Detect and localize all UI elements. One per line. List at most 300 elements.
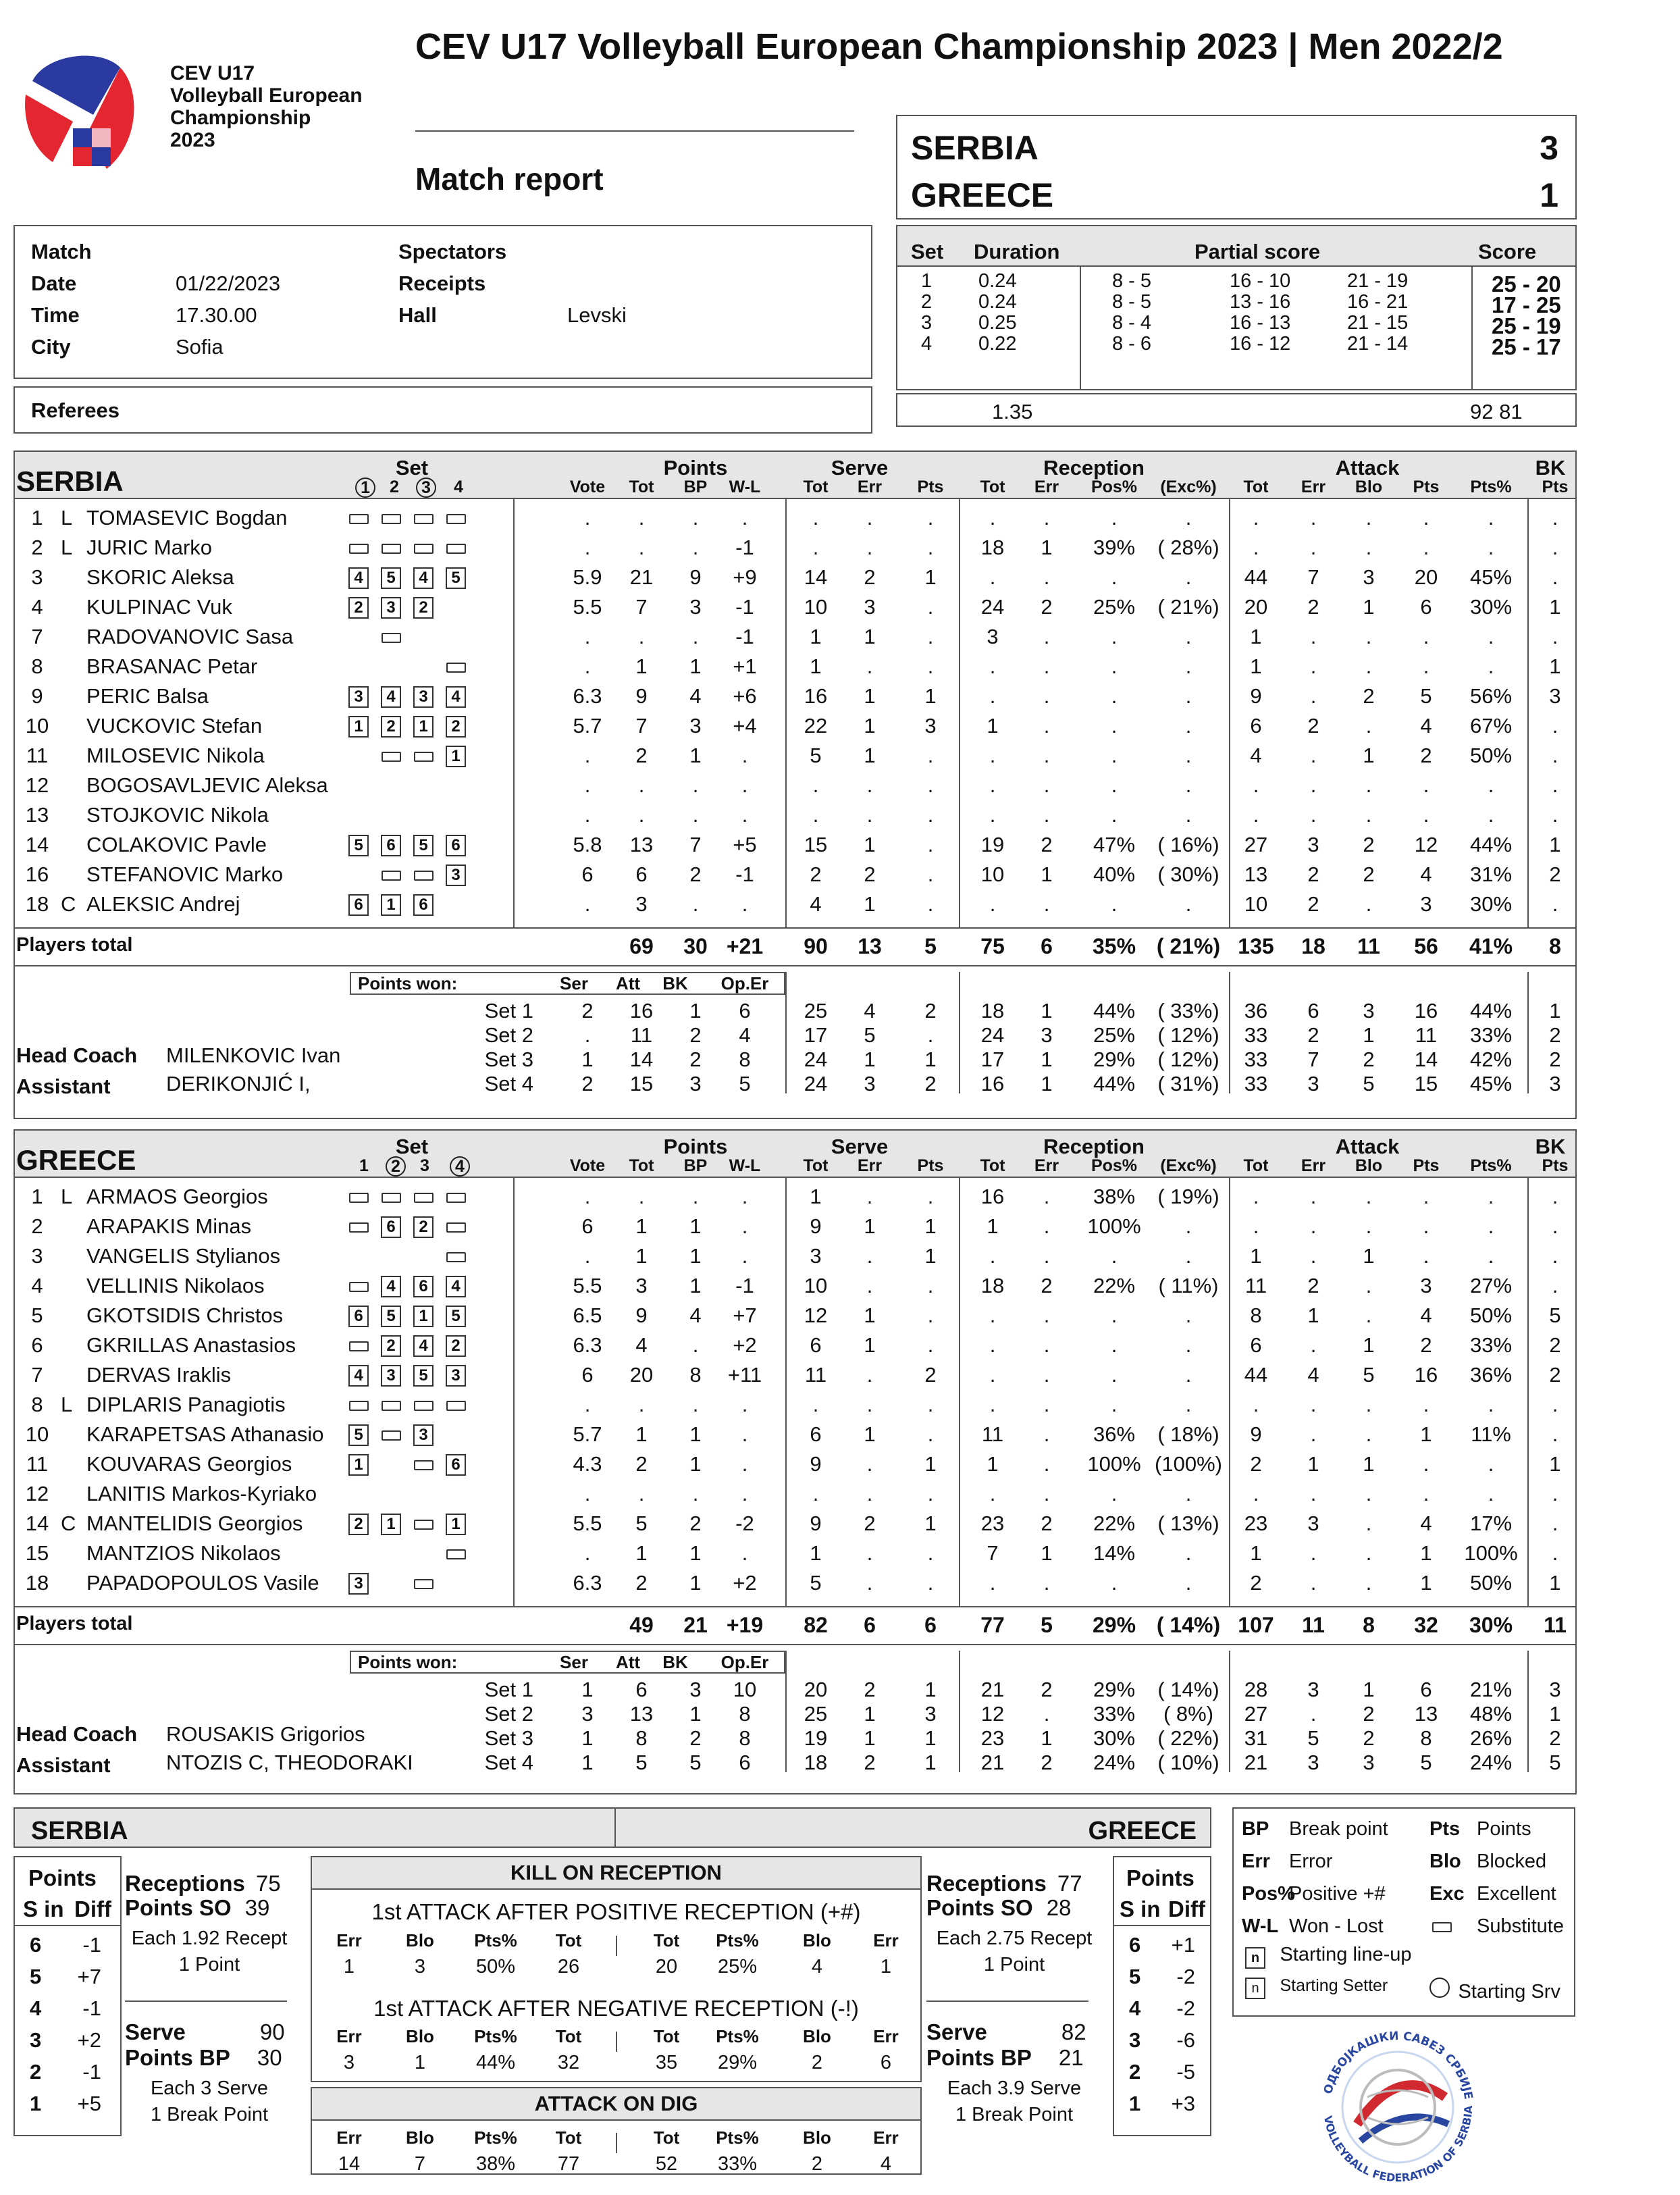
stat-cell: .: [1423, 506, 1429, 530]
head-coach: ROUSAKIS Grigorios: [166, 1722, 365, 1746]
set-stat-cell: 1: [1041, 1048, 1053, 1071]
stat-cell: 10: [804, 595, 828, 619]
stat-cell: 6: [1250, 1333, 1262, 1357]
stat-cell: +7: [733, 1303, 757, 1327]
starting-position: 4: [413, 567, 434, 589]
player-number: 10: [25, 714, 49, 738]
starting-position: 6: [446, 835, 466, 856]
stat-cell: 1: [689, 1541, 702, 1565]
stat-cell: .: [989, 1363, 996, 1387]
column-header: Tot: [803, 1156, 829, 1175]
stat-cell: 3: [1363, 565, 1375, 589]
stat-cell: .: [1310, 506, 1317, 530]
column-header: Blo: [1355, 477, 1383, 496]
stat-cell: 1: [810, 1541, 822, 1565]
stat-cell: .: [1043, 744, 1050, 767]
stat-cell: 20: [1414, 565, 1438, 589]
stat-cell: .: [1365, 1482, 1372, 1505]
player-name: BOGOSAVLJEVIC Aleksa: [86, 773, 328, 797]
stat-cell: .: [1488, 506, 1494, 530]
player-name: KOUVARAS Georgios: [86, 1452, 292, 1476]
stat-cell: .: [989, 892, 996, 916]
starting-position: 4: [381, 1276, 401, 1297]
total-cell: 13: [858, 934, 882, 958]
starting-position: 3: [446, 1365, 466, 1387]
stat-cell: 23: [1244, 1512, 1268, 1535]
stat-cell: .: [1111, 744, 1118, 767]
player-name: GKOTSIDIS Christos: [86, 1303, 284, 1327]
stat-cell: 3: [1307, 1512, 1319, 1535]
stat-cell: .: [741, 1185, 748, 1208]
stat-cell: 16: [1414, 1363, 1438, 1387]
stat-cell: .: [1043, 654, 1050, 678]
stat-cell: .: [1365, 773, 1372, 797]
substitute-icon: [349, 1282, 369, 1292]
rotation-diff: -2: [1176, 1996, 1195, 2020]
set-score: 25 - 19: [1492, 313, 1561, 338]
starting-position: 4: [446, 686, 466, 708]
column-header: Err: [1301, 477, 1326, 496]
stat-cell: ( 13%): [1157, 1512, 1219, 1535]
set-stat-cell: 1: [1549, 999, 1561, 1023]
stat-cell: .: [989, 1333, 996, 1357]
stat-cell: .: [584, 654, 591, 678]
player-number: 1: [31, 1185, 43, 1208]
substitute-icon: [446, 1222, 466, 1233]
stat-cell: 2: [1250, 1452, 1262, 1476]
stat-cell: 16: [804, 684, 828, 708]
set-stat-cell: 2: [689, 1023, 702, 1047]
stat-cell: .: [1185, 506, 1192, 530]
set-stat-cell: 2: [1549, 1048, 1561, 1071]
stat-cell: 1: [864, 1422, 876, 1446]
column-header: BP: [683, 477, 708, 496]
substitute-icon: [382, 1401, 401, 1411]
report-subtitle: Match report: [415, 161, 604, 197]
column-header: W-L: [729, 477, 761, 496]
stat-cell: .: [989, 684, 996, 708]
set-stat-cell: 3: [1549, 1678, 1561, 1701]
stat-cell: .: [1310, 536, 1317, 559]
set-stat-cell: 3: [689, 1678, 702, 1701]
set-stat-cell: 33%: [1093, 1702, 1136, 1726]
player-number: 4: [31, 595, 43, 619]
stat-cell: (100%): [1155, 1452, 1222, 1476]
stat-cell: 22%: [1093, 1512, 1136, 1535]
set-stat-cell: 33: [1244, 1072, 1268, 1095]
set-stat-cell: 1: [924, 1726, 937, 1750]
stat-cell: 12: [804, 1303, 828, 1327]
stat-cell: 1: [864, 714, 876, 738]
legend-abbr: Exc: [1429, 1883, 1465, 1905]
stat-cell: 3: [635, 892, 648, 916]
left-efficiency: Receptions 75 Points SO 39 Each 1.92 Recept 1 Point Serve 90 Points BP 30 Each 3 Serve 1 Break Point: [125, 1871, 288, 2125]
stat-cell: .: [584, 536, 591, 559]
stat-cell: 3: [689, 595, 702, 619]
starting-position: 5: [348, 835, 369, 856]
total-cell: 69: [629, 934, 654, 958]
set-cell: 8 - 6: [1112, 333, 1152, 355]
stat-cell: .: [1111, 773, 1118, 797]
stat-cell: .: [1185, 1214, 1192, 1238]
substitute-icon: [414, 1579, 434, 1589]
k-value: 1: [343, 1956, 355, 1978]
group-header: Reception: [1043, 1135, 1145, 1158]
set-stat-cell: 2: [1549, 1726, 1561, 1750]
stat-cell: .: [866, 1571, 873, 1595]
set-stat-cell: 5: [1549, 1751, 1561, 1774]
set-cell: 8 - 4: [1112, 312, 1152, 334]
set-stat-cell: 1: [581, 1048, 594, 1071]
starting-position: 5: [381, 567, 401, 589]
starting-position: 3: [348, 686, 369, 708]
stat-cell: 2: [924, 1363, 937, 1387]
stat-cell: .: [1043, 1333, 1050, 1357]
set-stat-cell: 2: [1363, 1048, 1375, 1071]
total-cell: 11: [1357, 934, 1380, 958]
rotation-number: 2: [1129, 2060, 1141, 2084]
substitute-icon: [446, 663, 466, 673]
stat-cell: .: [989, 1482, 996, 1505]
stat-cell: 14: [804, 565, 828, 589]
set-stat-cell: 16: [980, 1072, 1005, 1095]
total-cell: 49: [629, 1613, 654, 1637]
stat-cell: .: [741, 1541, 748, 1565]
set-cell: 1: [921, 270, 933, 292]
set-stat-cell: 1: [1363, 1023, 1375, 1047]
stat-cell: 1: [1363, 744, 1375, 767]
divider: [14, 1644, 1577, 1645]
set-stat-cell: 24: [980, 1023, 1005, 1047]
set-stat-cell: 24: [804, 1048, 828, 1071]
stat-cell: 3: [1420, 1274, 1432, 1297]
total-cell: 41%: [1469, 934, 1513, 958]
kill-on-reception: KILL ON RECEPTION 1st ATTACK AFTER POSITIVE RECEPTION (+#) Err 1 Blo 3 Pts% 50% Tot 26 Tot 20 Pts% 25% Blo 4 Err 1 1st ATTACK AFTER NEGATIVE RECEPTION (-!) Err 3 Blo 1 Pts% 44% Tot 32 Tot 35 Pts% 29% Blo 2 Err 6: [311, 1856, 922, 2082]
stat-cell: 8: [689, 1363, 702, 1387]
stat-cell: 67%: [1469, 714, 1513, 738]
player-name: MANTZIOS Nikolaos: [86, 1541, 281, 1565]
stat-cell: .: [927, 1274, 934, 1297]
stat-cell: .: [812, 1393, 819, 1416]
player-number: 14: [25, 1512, 49, 1535]
stat-cell: 20: [1244, 595, 1268, 619]
stat-cell: 6: [810, 1333, 822, 1357]
stat-cell: 44%: [1469, 833, 1513, 856]
set-stat-cell: ( 8%): [1163, 1702, 1214, 1726]
stat-cell: .: [1552, 1185, 1558, 1208]
set-stat-cell: 31: [1244, 1726, 1268, 1750]
stat-cell: 1: [689, 744, 702, 767]
stat-cell: 40%: [1093, 862, 1136, 886]
stat-cell: .: [1111, 803, 1118, 827]
k-header: Pts%: [716, 1930, 759, 1951]
set-cell: 0.25: [978, 312, 1017, 334]
stat-cell: 3: [1420, 892, 1432, 916]
stat-cell: .: [1111, 1333, 1118, 1357]
k-value: 35: [655, 2052, 678, 2073]
player-number: 4: [31, 1274, 43, 1297]
substitute-icon: [1432, 1922, 1452, 1932]
total-cell: 90: [804, 934, 828, 958]
stat-cell: .: [1365, 803, 1372, 827]
stat-cell: .: [1043, 1244, 1050, 1268]
stat-cell: 1: [1420, 1571, 1432, 1595]
stat-cell: 2: [1363, 684, 1375, 708]
stat-cell: 1: [864, 744, 876, 767]
stat-cell: 5.5: [573, 1274, 602, 1297]
stat-cell: 5.8: [573, 833, 602, 856]
stat-cell: .: [1043, 1303, 1050, 1327]
stat-cell: 1: [1549, 1452, 1561, 1476]
stat-cell: .: [1365, 536, 1372, 559]
set-stat-cell: 2: [924, 999, 937, 1023]
stat-cell: .: [1043, 1571, 1050, 1595]
set-stat-cell: 4: [864, 999, 876, 1023]
set-stat-cell: 16: [1414, 999, 1438, 1023]
stat-cell: 19: [980, 833, 1005, 856]
starting-position: 2: [381, 716, 401, 738]
stat-cell: .: [989, 803, 996, 827]
k-header: Blo: [406, 2026, 434, 2046]
stat-cell: -1: [735, 862, 754, 886]
stat-cell: .: [1310, 1541, 1317, 1565]
player-number: 18: [25, 1571, 49, 1595]
total-cell: 29%: [1092, 1613, 1136, 1637]
points-won-header: Op.Er: [720, 1652, 769, 1672]
starting-position: 4: [413, 1335, 434, 1357]
set-stat-cell: 24%: [1093, 1751, 1136, 1774]
separator: [513, 498, 515, 927]
stat-cell: .: [741, 744, 748, 767]
stat-cell: .: [1310, 1214, 1317, 1238]
total-cell: 56: [1414, 934, 1438, 958]
set-stat-cell: 5: [1420, 1751, 1432, 1774]
stat-cell: 11: [804, 1363, 827, 1387]
stat-cell: 1: [1420, 1541, 1432, 1565]
set-stat-cell: 5: [689, 1751, 702, 1774]
set-stat-cell: ( 22%): [1157, 1726, 1219, 1750]
set-stat-cell: 48%: [1469, 1702, 1513, 1726]
stat-cell: 20: [629, 1363, 654, 1387]
stat-cell: .: [1488, 1244, 1494, 1268]
rotation-number: 6: [30, 1933, 42, 1957]
k-value: 3: [343, 2052, 355, 2073]
stat-cell: .: [1552, 1541, 1558, 1565]
stat-cell: .: [1365, 1393, 1372, 1416]
player-name: KARAPETSAS Athanasio: [86, 1422, 324, 1446]
set-stat-cell: 13: [629, 1702, 654, 1726]
column-header: Pts%: [1470, 1156, 1512, 1175]
set-stat-cell: 1: [581, 1726, 594, 1750]
stat-cell: 1: [689, 1274, 702, 1297]
stat-cell: .: [866, 1185, 873, 1208]
stat-cell: 1: [924, 565, 937, 589]
starting-position: 5: [413, 835, 434, 856]
stat-cell: 33%: [1469, 1333, 1513, 1357]
stat-cell: 6.3: [573, 684, 602, 708]
stat-cell: 2: [635, 1571, 648, 1595]
stat-cell: .: [866, 1244, 873, 1268]
stat-cell: .: [1310, 654, 1317, 678]
k-value: 77: [557, 2153, 580, 2175]
set-cell: 4: [921, 333, 933, 355]
stat-cell: .: [989, 565, 996, 589]
set-stat-cell: ( 14%): [1157, 1678, 1219, 1701]
player-number: 15: [25, 1541, 49, 1565]
player-name: LANITIS Markos-Kyriako: [86, 1482, 317, 1505]
stat-cell: 4: [810, 892, 822, 916]
right-rotation: Points S in Diff 6 +1 5 -2 4 -2 3 -6 2 -5 1 +3: [1113, 1856, 1211, 2136]
set-stat-cell: 23: [980, 1726, 1005, 1750]
assistant: NTOZIS C, THEODORAKI: [166, 1751, 413, 1774]
stat-cell: 2: [1307, 862, 1319, 886]
stat-cell: 24: [980, 595, 1005, 619]
k-value: 38%: [475, 2153, 516, 2175]
column-header: Tot: [803, 477, 829, 496]
stat-cell: 2: [1307, 595, 1319, 619]
starting-position: 5: [413, 1365, 434, 1387]
stat-cell: .: [1185, 1393, 1192, 1416]
stat-cell: +2: [733, 1333, 757, 1357]
stat-cell: 44: [1244, 565, 1268, 589]
k-value: 50%: [475, 1956, 516, 1978]
rotation-number: 4: [1129, 1996, 1141, 2020]
k-value: 14: [338, 2153, 361, 2175]
stat-cell: 1: [689, 1244, 702, 1268]
total-cell: +21: [726, 934, 764, 958]
stat-cell: .: [1423, 536, 1429, 559]
stat-cell: .: [1488, 1452, 1494, 1476]
set-stat-cell: 2: [1549, 1023, 1561, 1047]
player-number: 11: [26, 1452, 49, 1476]
stat-cell: 3: [987, 625, 999, 648]
total-cell: 8: [1363, 1613, 1375, 1637]
stat-cell: .: [1552, 565, 1558, 589]
set-cell: 0.24: [978, 270, 1017, 292]
stat-cell: 27: [1244, 833, 1268, 856]
player-number: 10: [25, 1422, 49, 1446]
k-header: Err: [873, 1930, 899, 1951]
column-header: Err: [1301, 1156, 1326, 1175]
stat-cell: 1: [810, 625, 822, 648]
k-header: Err: [873, 2127, 899, 2148]
stat-cell: .: [927, 536, 934, 559]
stat-cell: 5.9: [573, 565, 602, 589]
set-cell: 21 - 19: [1347, 270, 1409, 292]
set-label: Set 3: [484, 1726, 533, 1750]
stat-cell: 4: [1250, 744, 1262, 767]
stat-cell: 6.3: [573, 1333, 602, 1357]
column-header: Err: [1034, 1156, 1059, 1175]
stat-cell: 2: [1041, 595, 1053, 619]
stat-cell: 1: [864, 1333, 876, 1357]
stat-cell: .: [638, 803, 645, 827]
rotation-diff: +2: [77, 2028, 101, 2052]
starting-position: 1: [413, 1306, 434, 1327]
k-header: Blo: [406, 1930, 434, 1951]
player-name: VUCKOVIC Stefan: [86, 714, 263, 738]
set-score: 25 - 17: [1492, 334, 1561, 359]
player-number: 11: [26, 744, 49, 767]
stat-cell: .: [1310, 773, 1317, 797]
stat-cell: .: [1111, 892, 1118, 916]
set-stat-cell: 2: [581, 999, 594, 1023]
k-header: Blo: [803, 2127, 831, 2148]
total-cell: 30: [683, 934, 708, 958]
stat-cell: 1: [924, 1214, 937, 1238]
stat-cell: 1: [864, 892, 876, 916]
player-name: STOJKOVIC Nikola: [86, 803, 269, 827]
stat-cell: .: [1043, 1185, 1050, 1208]
substitute-icon: [382, 1430, 401, 1441]
stat-cell: 1: [689, 1452, 702, 1476]
rotation-number: 2: [30, 2060, 42, 2084]
substitute-icon: [414, 1193, 434, 1203]
legend-text: Won - Lost: [1289, 1915, 1384, 1937]
stat-cell: .: [927, 833, 934, 856]
stat-cell: 6: [810, 1422, 822, 1446]
stat-cell: 1: [1549, 595, 1561, 619]
substitute-icon: [349, 514, 369, 524]
stat-cell: 1: [810, 654, 822, 678]
stat-cell: .: [866, 536, 873, 559]
player-name: ARMAOS Georgios: [86, 1185, 268, 1208]
set-stat-cell: 5: [1307, 1726, 1319, 1750]
group-header: Points: [663, 1135, 728, 1158]
set-label: Set 3: [484, 1048, 533, 1071]
substitute-icon: [382, 871, 401, 881]
stat-cell: 7: [635, 595, 648, 619]
stat-cell: 3: [689, 714, 702, 738]
stat-cell: 1: [1250, 625, 1262, 648]
substitute-icon: [382, 752, 401, 762]
head-coach-label: Head Coach: [16, 1043, 138, 1067]
stat-cell: .: [812, 536, 819, 559]
stat-cell: .: [692, 1393, 699, 1416]
total-cell: 8: [1549, 934, 1561, 958]
player-number: 12: [25, 1482, 49, 1505]
total-cell: 6: [924, 1613, 937, 1637]
stat-cell: 1: [689, 1422, 702, 1446]
player-number: 2: [31, 536, 43, 559]
total-cell: 135: [1238, 934, 1274, 958]
stat-cell: .: [1552, 1422, 1558, 1446]
divider: [14, 498, 1577, 499]
stat-cell: .: [741, 1244, 748, 1268]
set-stat-cell: 3: [1041, 1023, 1053, 1047]
set-stat-cell: 6: [739, 1751, 751, 1774]
stat-cell: .: [1423, 625, 1429, 648]
set-stat-cell: 1: [924, 1678, 937, 1701]
set-stat-cell: 8: [1420, 1726, 1432, 1750]
legend-text: Substitute: [1477, 1915, 1564, 1937]
player-number: 3: [31, 565, 43, 589]
divider: [14, 965, 1577, 966]
stat-cell: 5.7: [573, 1422, 602, 1446]
result-box: SERBIA 3 GREECE 1: [896, 115, 1577, 220]
stat-cell: -1: [735, 1274, 754, 1297]
rotation-diff: +3: [1171, 2092, 1195, 2115]
stat-cell: .: [584, 1185, 591, 1208]
set-stat-cell: 24: [804, 1072, 828, 1095]
set-stat-cell: 1: [689, 999, 702, 1023]
player-name: GKRILLAS Anastasios: [86, 1333, 296, 1357]
stat-cell: 25%: [1093, 595, 1136, 619]
set-stat-cell: 6: [1420, 1678, 1432, 1701]
stat-cell: 2: [1549, 1333, 1561, 1357]
player-name: KULPINAC Vuk: [86, 595, 232, 619]
set-label: Set 4: [484, 1072, 533, 1095]
